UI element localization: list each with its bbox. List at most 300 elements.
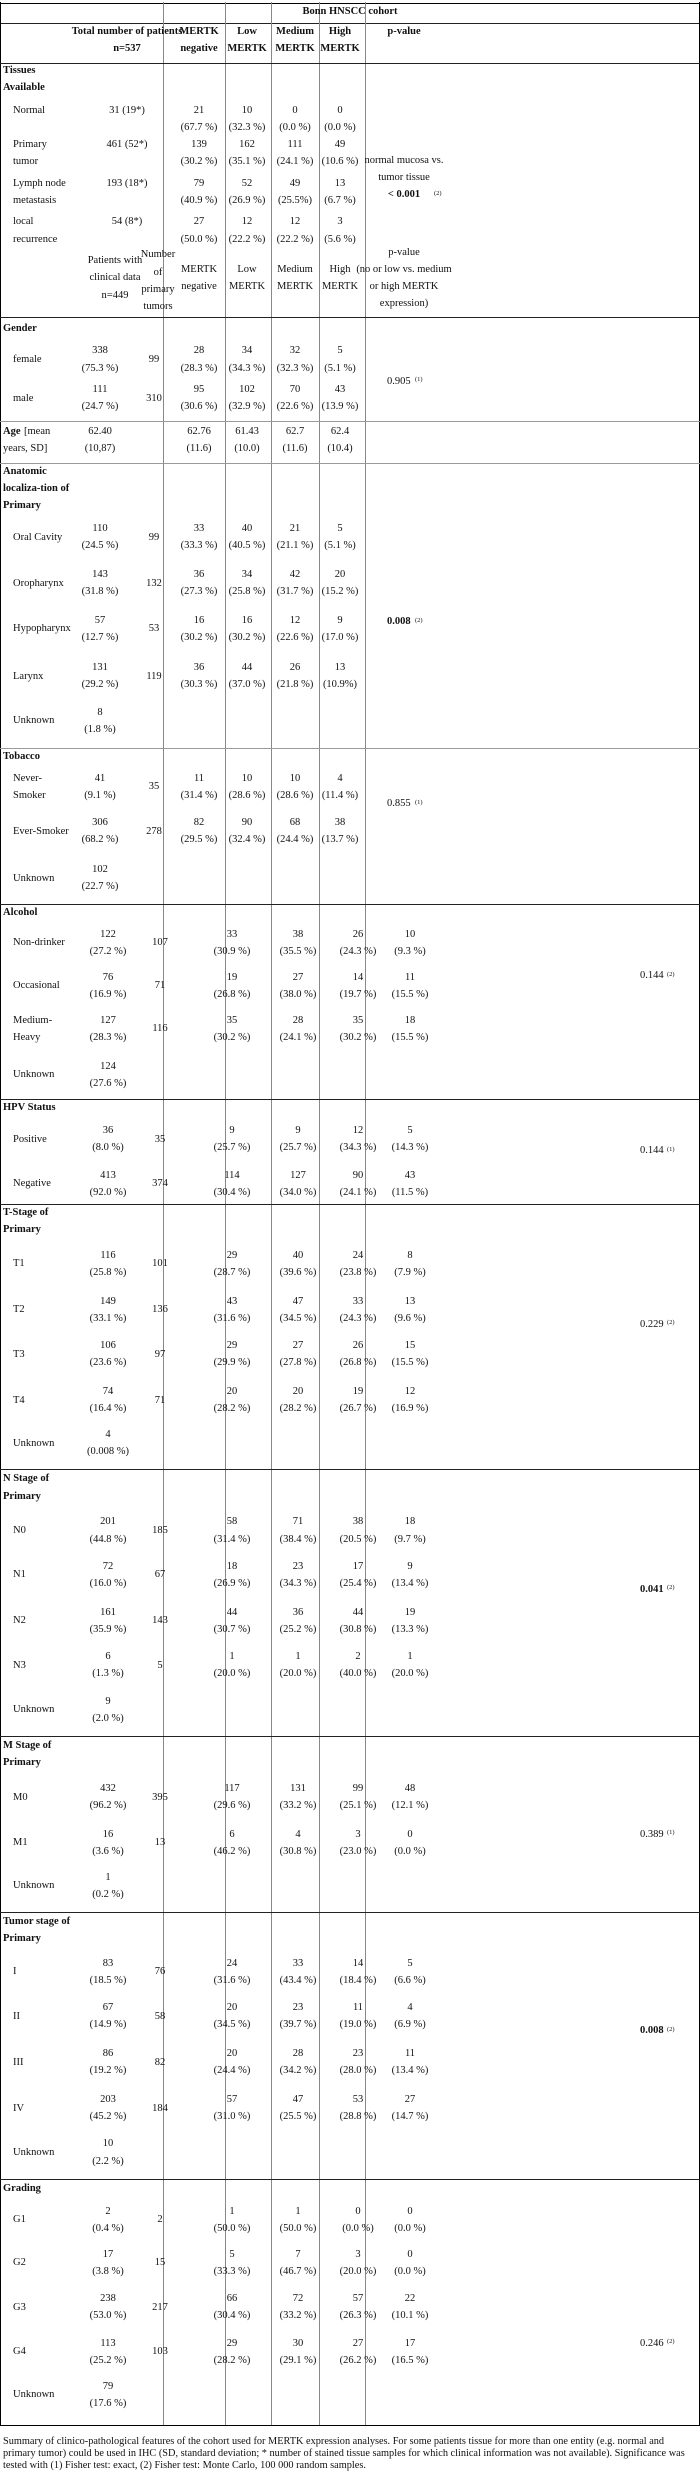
low-percent: (35.1 %) bbox=[228, 156, 266, 168]
neg-percent: (33.3 %) bbox=[213, 2265, 251, 2277]
clinical-count: 41 bbox=[94, 772, 106, 784]
clinical-count: 161 bbox=[100, 1606, 116, 1618]
tissues-pvalue: tumor tissue bbox=[378, 172, 430, 183]
med-count: 99 bbox=[352, 1782, 364, 1794]
med-count: 26 bbox=[352, 1340, 364, 1352]
high-count: 0 bbox=[337, 104, 343, 116]
clinical-percent: (29.2 %) bbox=[81, 679, 119, 691]
row-label: G1 bbox=[13, 2214, 26, 2226]
low-count: 28 bbox=[292, 1014, 304, 1026]
clinical-count: 124 bbox=[100, 1060, 116, 1072]
neg-percent: (30.2 %) bbox=[213, 1031, 251, 1043]
clinical-percent: (44.8 %) bbox=[89, 1533, 127, 1545]
clinical-percent: (0.4 %) bbox=[92, 2222, 124, 2234]
row-label: T4 bbox=[13, 1394, 25, 1406]
low-count: 44 bbox=[241, 662, 253, 674]
low-count: 34 bbox=[241, 345, 253, 357]
high-percent: (10.1 %) bbox=[391, 2310, 429, 2322]
med-percent: (28.0 %) bbox=[339, 2065, 377, 2077]
med-count: 11 bbox=[352, 2002, 364, 2014]
clinical-percent: (75.3 %) bbox=[81, 362, 119, 374]
low-count: 16 bbox=[241, 614, 253, 626]
sup-ref: (2) bbox=[667, 2025, 675, 2033]
age-high: 62.4 bbox=[330, 425, 350, 437]
med-percent: (18.4 %) bbox=[339, 1975, 377, 1986]
row-label: Hypopharynx bbox=[13, 623, 71, 635]
subheader-med: Medium bbox=[277, 263, 313, 275]
med-count: 12 bbox=[352, 1125, 364, 1137]
row-label: N0 bbox=[13, 1524, 26, 1536]
med-count: 90 bbox=[352, 1169, 364, 1181]
high-count: 0 bbox=[407, 1828, 413, 1840]
clinical-count: 306 bbox=[92, 816, 108, 828]
med-percent: (21.8 %) bbox=[276, 679, 314, 691]
neg-percent: (31.4 %) bbox=[180, 789, 218, 801]
row-label: recurrence bbox=[13, 233, 58, 245]
med-count: 17 bbox=[352, 1560, 364, 1572]
primary-count: 278 bbox=[146, 825, 162, 837]
primary-count: 76 bbox=[154, 1966, 166, 1978]
neg-percent: (27.3 %) bbox=[180, 586, 218, 598]
low-count: 23 bbox=[292, 2002, 304, 2014]
total-value: 461 (52*) bbox=[106, 139, 148, 150]
med-percent: (0.0 %) bbox=[279, 121, 311, 133]
low-percent: (33.2 %) bbox=[279, 2310, 317, 2322]
primary-count: 395 bbox=[152, 1791, 168, 1803]
clinical-percent: (96.2 %) bbox=[89, 1800, 127, 1812]
high-percent: (13.3 %) bbox=[391, 1623, 429, 1635]
primary-count: 82 bbox=[154, 2056, 166, 2068]
neg-count: 20 bbox=[226, 2048, 238, 2060]
primary-count: 99 bbox=[148, 354, 160, 365]
clinical-percent: (0.2 %) bbox=[92, 1889, 124, 1900]
low-percent: (34.3 %) bbox=[279, 1578, 317, 1589]
neg-count: 18 bbox=[226, 1560, 238, 1572]
low-count: 27 bbox=[292, 1340, 304, 1352]
clinical-count: 6 bbox=[105, 1651, 111, 1663]
med-count: 49 bbox=[289, 177, 301, 189]
row-label: female bbox=[13, 354, 42, 365]
high-count: 43 bbox=[334, 384, 346, 396]
high-count: 10 bbox=[404, 928, 416, 940]
clinical-percent: (16.0 %) bbox=[89, 1578, 127, 1589]
low-count: 30 bbox=[292, 2337, 304, 2349]
section-title: N Stage of bbox=[3, 1473, 50, 1485]
clinical-count: 149 bbox=[100, 1295, 116, 1307]
low-count: 4 bbox=[295, 1828, 301, 1840]
neg-count: 82 bbox=[193, 816, 205, 828]
med-percent: (24.3 %) bbox=[339, 945, 377, 957]
row-label: Never- bbox=[13, 772, 42, 784]
low-percent: (30.8 %) bbox=[279, 1846, 317, 1857]
clinical-percent: (0.008 %) bbox=[87, 1446, 129, 1458]
section-tissues: Tissues bbox=[3, 64, 36, 76]
row-label: M1 bbox=[13, 1837, 28, 1849]
subheader-primary: of bbox=[153, 266, 163, 278]
section-title: Gender bbox=[3, 322, 37, 334]
clinical-percent: (23.6 %) bbox=[89, 1357, 127, 1369]
med-percent: (19.7 %) bbox=[339, 988, 377, 1000]
clinical-percent: (33.1 %) bbox=[89, 1312, 127, 1324]
age-sd: (10,87) bbox=[84, 442, 116, 454]
med-percent: (24.1 %) bbox=[276, 156, 314, 168]
high-count: 9 bbox=[337, 614, 343, 626]
clinical-percent: (24.7 %) bbox=[81, 401, 119, 413]
neg-percent: (28.7 %) bbox=[213, 1267, 251, 1278]
med-percent: (25.1 %) bbox=[339, 1800, 377, 1812]
med-count: 27 bbox=[352, 2337, 364, 2349]
neg-percent: (30.4 %) bbox=[213, 1186, 251, 1198]
med-percent: (28.6 %) bbox=[276, 789, 314, 801]
high-percent: (20.0 %) bbox=[391, 1668, 429, 1680]
primary-count: 217 bbox=[152, 2301, 168, 2313]
neg-count: 16 bbox=[193, 614, 205, 626]
clinical-count: 127 bbox=[100, 1014, 116, 1026]
clinical-percent: (92.0 %) bbox=[89, 1186, 127, 1198]
neg-count: 33 bbox=[226, 928, 238, 940]
neg-percent: (31.0 %) bbox=[213, 2111, 251, 2123]
med-percent: (23.0 %) bbox=[339, 1846, 377, 1857]
total-value: 193 (18*) bbox=[106, 177, 148, 189]
med-count: 68 bbox=[289, 816, 301, 828]
low-percent: (24.1 %) bbox=[279, 1031, 317, 1043]
med-count: 0 bbox=[292, 104, 298, 116]
section-age: Age bbox=[3, 425, 21, 437]
clinical-count: 83 bbox=[102, 1957, 114, 1969]
clinical-count: 1 bbox=[105, 1871, 111, 1883]
clinical-count: 8 bbox=[97, 706, 103, 718]
subheader-neg: negative bbox=[181, 280, 217, 292]
high-percent: (11.4 %) bbox=[321, 789, 359, 801]
med-percent: (19.0 %) bbox=[339, 2019, 377, 2031]
row-label: Heavy bbox=[13, 1031, 41, 1043]
med-count: 21 bbox=[289, 523, 301, 535]
high-percent: (9.7 %) bbox=[394, 1533, 426, 1545]
med-percent: (24.4 %) bbox=[276, 834, 314, 846]
high-percent: (16.5 %) bbox=[391, 2354, 429, 2366]
low-percent: (38.0 %) bbox=[279, 988, 317, 1000]
header-high: High bbox=[328, 25, 352, 37]
high-percent: (0.0 %) bbox=[394, 1846, 426, 1857]
low-count: 10 bbox=[241, 772, 253, 784]
section-age-unit: years, SD] bbox=[3, 442, 48, 454]
total-value: 31 (19*) bbox=[109, 104, 145, 116]
clinical-count: 102 bbox=[92, 864, 108, 876]
clinical-percent: (25.2 %) bbox=[89, 2354, 127, 2366]
primary-count: 185 bbox=[152, 1524, 168, 1536]
med-count: 42 bbox=[289, 569, 301, 580]
table-footnote: Summary of clinico-pathological features of the cohort used for MERTK expression analyses. For some patients tissue for more than one entity (e.g. normal and primary tumor) could be used in IHC (SD, standard deviation; * number of stained tissue samples for which clinical information was not available). Significance was tested with (1) Fisher test: exact, (2) Fisher test: Monte Carlo, 100 000 random samples. bbox=[3, 2436, 685, 2472]
subheader-primary: primary bbox=[141, 283, 175, 295]
med-count: 14 bbox=[352, 1957, 364, 1969]
clinical-percent: (14.9 %) bbox=[89, 2019, 127, 2031]
low-count: 12 bbox=[241, 216, 253, 228]
row-label: Occasional bbox=[13, 980, 60, 992]
med-percent: (32.3 %) bbox=[276, 362, 314, 374]
clinical-count: 72 bbox=[102, 1560, 114, 1572]
neg-count: 139 bbox=[191, 139, 207, 150]
alcohol-pvalue: 0.144 bbox=[640, 970, 664, 982]
tissues-pvalue-value: < 0.001 bbox=[387, 189, 421, 201]
high-percent: (10.9%) bbox=[322, 679, 358, 691]
subheader-clinical: Patients with bbox=[87, 255, 143, 267]
high-percent: (7.9 %) bbox=[394, 1267, 426, 1278]
row-label: N2 bbox=[13, 1615, 26, 1627]
high-count: 0 bbox=[407, 2205, 413, 2217]
neg-count: 5 bbox=[229, 2248, 235, 2260]
clinical-count: 16 bbox=[102, 1828, 114, 1840]
row-label: Unknown bbox=[13, 2389, 55, 2401]
clinical-percent: (12.7 %) bbox=[81, 632, 119, 643]
primary-count: 136 bbox=[152, 1304, 168, 1316]
row-divider bbox=[0, 748, 700, 749]
low-percent: (29.1 %) bbox=[279, 2354, 317, 2366]
low-percent: (50.0 %) bbox=[279, 2222, 317, 2234]
neg-count: 20 bbox=[226, 1385, 238, 1397]
high-count: 12 bbox=[404, 1385, 416, 1397]
row-divider bbox=[0, 3, 700, 4]
row-divider bbox=[0, 463, 700, 464]
neg-percent: (29.9 %) bbox=[213, 1357, 251, 1369]
clinical-count: 122 bbox=[100, 928, 116, 940]
age-low: 61.43 bbox=[235, 425, 259, 437]
low-count: 7 bbox=[295, 2248, 301, 2260]
high-percent: (10.6 %) bbox=[321, 156, 359, 168]
neg-percent: (30.2 %) bbox=[180, 156, 218, 168]
subheader-high: MERTK bbox=[321, 280, 359, 292]
subheader-neg: MERTK bbox=[180, 263, 218, 275]
low-count: 40 bbox=[241, 523, 253, 535]
clinical-count: 10 bbox=[102, 2138, 114, 2150]
med-count: 38 bbox=[352, 1516, 364, 1528]
clinical-percent: (17.6 %) bbox=[89, 2397, 127, 2409]
high-percent: (13.4 %) bbox=[391, 2065, 429, 2077]
med-count: 32 bbox=[289, 345, 301, 357]
row-label: Normal bbox=[13, 104, 46, 116]
high-count: 17 bbox=[404, 2337, 416, 2349]
clinical-count: 9 bbox=[105, 1695, 111, 1707]
row-label: Positive bbox=[13, 1133, 47, 1145]
med-count: 53 bbox=[352, 2093, 364, 2105]
row-label: Oral Cavity bbox=[13, 531, 63, 543]
high-percent: (0.0 %) bbox=[324, 121, 356, 133]
med-count: 3 bbox=[355, 2248, 361, 2260]
high-count: 18 bbox=[404, 1014, 416, 1026]
med-count: 12 bbox=[289, 614, 301, 626]
tobacco-pvalue: 0.855 bbox=[387, 798, 411, 810]
high-percent: (12.1 %) bbox=[391, 1800, 429, 1812]
hpv-pvalue: 0.144 bbox=[640, 1145, 664, 1157]
row-label: Larynx bbox=[13, 670, 44, 682]
row-label: local bbox=[13, 216, 34, 228]
med-count: 19 bbox=[352, 1385, 364, 1397]
neg-count: 95 bbox=[193, 384, 205, 396]
low-count: 9 bbox=[295, 1125, 301, 1137]
subheader-primary: Number bbox=[140, 249, 176, 261]
section-tissues: Available bbox=[3, 81, 45, 93]
low-percent: (39.7 %) bbox=[279, 2019, 317, 2031]
subheader-med: MERTK bbox=[276, 280, 314, 292]
grading-pvalue: 0.246 bbox=[640, 2337, 664, 2349]
clinical-percent: (19.2 %) bbox=[89, 2065, 127, 2077]
localization-pvalue: 0.008 bbox=[387, 616, 411, 628]
sup-ref: (2) bbox=[667, 1584, 675, 1592]
row-label: male bbox=[13, 392, 34, 404]
header-medium: Medium bbox=[276, 25, 314, 37]
header-low-sub: MERTK bbox=[227, 43, 267, 54]
clinical-count: 432 bbox=[100, 1782, 116, 1794]
section-age-unit: [mean bbox=[24, 425, 51, 437]
neg-count: 43 bbox=[226, 1295, 238, 1307]
med-percent: (30.8 %) bbox=[339, 1623, 377, 1635]
high-count: 9 bbox=[407, 1560, 413, 1572]
subheader-low: Low bbox=[237, 263, 257, 275]
high-count: 5 bbox=[337, 345, 343, 357]
row-label: Unknown bbox=[13, 1880, 55, 1892]
high-count: 19 bbox=[404, 1606, 416, 1618]
sup-ref: (1) bbox=[667, 1145, 675, 1153]
neg-count: 114 bbox=[224, 1169, 240, 1181]
section-title: Primary bbox=[3, 1933, 41, 1945]
clinical-percent: (18.5 %) bbox=[89, 1975, 127, 1986]
row-divider bbox=[0, 1469, 700, 1470]
clinical-count: 143 bbox=[92, 569, 108, 580]
med-count: 26 bbox=[289, 662, 301, 674]
clinical-percent: (45.2 %) bbox=[89, 2111, 127, 2123]
low-percent: (34.3 %) bbox=[228, 362, 266, 374]
med-count: 26 bbox=[352, 928, 364, 940]
high-count: 4 bbox=[337, 772, 343, 784]
med-count: 70 bbox=[289, 384, 301, 396]
header-mertk_neg-sub: negative bbox=[180, 43, 218, 54]
subheader-clinical: clinical data bbox=[89, 272, 141, 284]
gender-pvalue: 0.905 bbox=[387, 375, 411, 387]
column-divider bbox=[0, 2, 1, 2425]
row-label: Unknown bbox=[13, 715, 55, 727]
neg-percent: (26.8 %) bbox=[213, 988, 251, 1000]
sup-ref: (2) bbox=[415, 616, 423, 624]
neg-percent: (28.2 %) bbox=[213, 2354, 251, 2366]
low-percent: (25.8 %) bbox=[228, 586, 266, 598]
high-count: 43 bbox=[404, 1169, 416, 1181]
high-count: 3 bbox=[337, 216, 343, 228]
subheader-pvalue: expression) bbox=[379, 298, 429, 310]
nstage-pvalue: 0.041 bbox=[640, 1583, 664, 1595]
low-percent: (34.0 %) bbox=[279, 1186, 317, 1198]
neg-count: 6 bbox=[229, 1828, 235, 1840]
high-count: 18 bbox=[404, 1516, 416, 1528]
clinical-percent: (24.5 %) bbox=[81, 540, 119, 552]
high-count: 22 bbox=[404, 2293, 416, 2305]
low-percent: (25.2 %) bbox=[279, 1623, 317, 1635]
mstage-pvalue: 0.389 bbox=[640, 1828, 664, 1840]
high-count: 49 bbox=[334, 139, 346, 150]
row-label: Unknown bbox=[13, 1704, 55, 1716]
age-mean: 62.40 bbox=[88, 425, 112, 437]
row-divider bbox=[0, 23, 700, 24]
row-divider bbox=[0, 421, 700, 422]
low-count: 47 bbox=[292, 2093, 304, 2105]
row-label: T1 bbox=[13, 1258, 25, 1270]
section-title: M Stage of bbox=[3, 1739, 52, 1751]
low-count: 38 bbox=[292, 928, 304, 940]
neg-percent: (28.3 %) bbox=[180, 362, 218, 374]
primary-count: 58 bbox=[154, 2010, 166, 2022]
med-percent: (30.2 %) bbox=[339, 1031, 377, 1043]
row-label: I bbox=[13, 1966, 17, 1978]
neg-percent: (20.0 %) bbox=[213, 1668, 251, 1680]
low-percent: (43.4 %) bbox=[279, 1975, 317, 1986]
neg-count: 44 bbox=[226, 1606, 238, 1618]
high-percent: (15.5 %) bbox=[391, 1357, 429, 1369]
section-title: Grading bbox=[3, 2182, 41, 2194]
row-label: Primary bbox=[13, 139, 47, 150]
low-percent: (20.0 %) bbox=[279, 1668, 317, 1680]
low-count: 162 bbox=[239, 139, 255, 150]
clinical-percent: (1.3 %) bbox=[92, 1668, 124, 1680]
clinical-count: 36 bbox=[102, 1125, 114, 1137]
row-label: Oropharynx bbox=[13, 577, 64, 589]
clinical-percent: (3.6 %) bbox=[92, 1846, 124, 1857]
sup-ref: (1) bbox=[415, 376, 423, 384]
neg-percent: (25.7 %) bbox=[213, 1142, 251, 1154]
med-percent: (24.1 %) bbox=[339, 1186, 377, 1198]
low-count: 20 bbox=[292, 1385, 304, 1397]
clinical-count: 413 bbox=[100, 1169, 116, 1181]
primary-count: 71 bbox=[154, 980, 166, 992]
sup-ref: (1) bbox=[415, 798, 423, 806]
high-percent: (6.6 %) bbox=[394, 1975, 426, 1986]
primary-count: 103 bbox=[152, 2346, 168, 2358]
clinical-percent: (8.0 %) bbox=[92, 1142, 124, 1154]
med-percent: (25.5%) bbox=[277, 194, 313, 206]
tumorstage-pvalue: 0.008 bbox=[640, 2025, 664, 2037]
neg-percent: (26.9 %) bbox=[213, 1578, 251, 1589]
med-count: 33 bbox=[352, 1295, 364, 1307]
neg-count: 20 bbox=[226, 2002, 238, 2014]
row-divider bbox=[0, 1736, 700, 1737]
row-divider bbox=[0, 904, 700, 905]
neg-count: 117 bbox=[224, 1782, 240, 1794]
neg-percent: (46.2 %) bbox=[213, 1846, 251, 1857]
med-percent: (28.8 %) bbox=[339, 2111, 377, 2123]
neg-percent: (50.0 %) bbox=[213, 2222, 251, 2234]
row-label: Ever-Smoker bbox=[13, 825, 69, 837]
clinical-percent: (68.2 %) bbox=[81, 834, 119, 846]
low-percent: (34.2 %) bbox=[279, 2065, 317, 2077]
primary-count: 13 bbox=[154, 1837, 166, 1849]
high-count: 48 bbox=[404, 1782, 416, 1794]
low-percent: (37.0 %) bbox=[228, 679, 266, 691]
low-count: 90 bbox=[241, 816, 253, 828]
row-label: Unknown bbox=[13, 2147, 55, 2158]
age-neg: 62.76 bbox=[187, 425, 211, 437]
high-count: 38 bbox=[334, 816, 346, 828]
section-title: Primary bbox=[3, 500, 41, 512]
row-divider bbox=[0, 1912, 700, 1913]
low-count: 1 bbox=[295, 1651, 301, 1663]
row-label: Unknown bbox=[13, 1437, 55, 1449]
clinical-percent: (9.1 %) bbox=[84, 789, 116, 801]
clinical-percent: (25.8 %) bbox=[89, 1267, 127, 1278]
subheader-pvalue: or high MERTK bbox=[369, 280, 439, 292]
clinical-percent: (27.2 %) bbox=[89, 945, 127, 957]
row-label: M0 bbox=[13, 1791, 28, 1803]
neg-percent: (67.7 %) bbox=[180, 121, 218, 133]
age-high-sd: (10.4) bbox=[327, 442, 353, 454]
high-count: 5 bbox=[407, 1125, 413, 1137]
row-label: III bbox=[13, 2056, 24, 2068]
